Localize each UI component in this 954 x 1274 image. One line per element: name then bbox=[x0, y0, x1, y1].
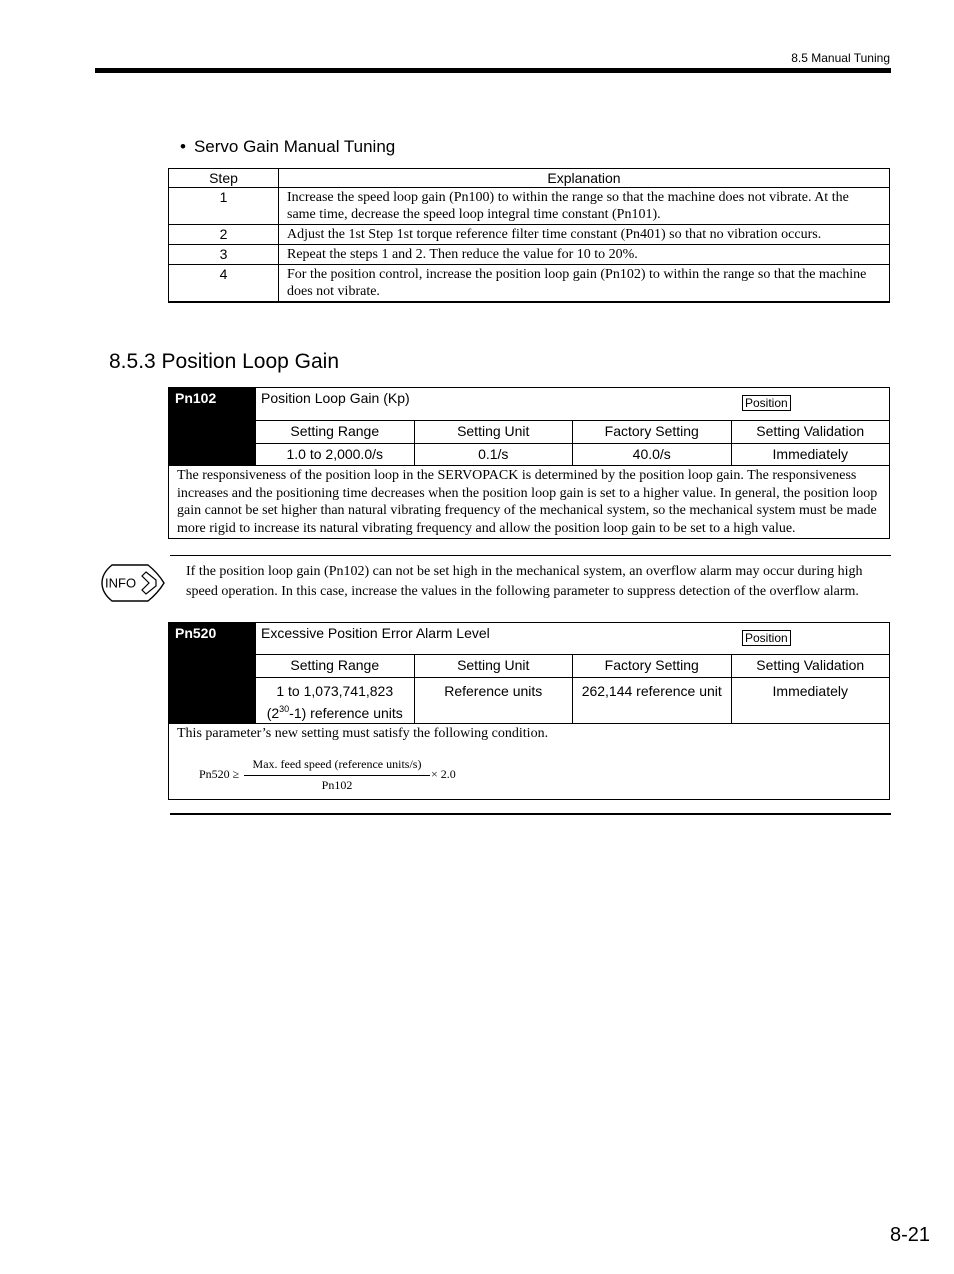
subsection-title bbox=[180, 137, 395, 157]
range-line-2 bbox=[258, 702, 412, 724]
subsection-title-text: Servo Gain Manual Tuning bbox=[193, 137, 396, 156]
control-mode-badge: Position bbox=[742, 395, 791, 411]
header-setting-validation: Setting Validation bbox=[756, 423, 865, 439]
parameter-description: The responsiveness of the position loop in the SERVOPACK is determined by the position loop gain. The responsiveness increases and the positioning time decreases when the position loop gain is set to a higher value. In general, the position loop gain cannot be set higher than natural vibrating frequency of the mechanical system, so the mechanical system must be made more rigid to increase its natural vibrating frequency and allow the position loop gain to be set to a high value. bbox=[169, 465, 889, 540]
range-prefix: (2 bbox=[266, 705, 280, 721]
value-setting-validation: Immediately bbox=[772, 446, 848, 462]
formula-fraction bbox=[244, 756, 430, 794]
parameter-description bbox=[169, 723, 889, 799]
parameter-code: Pn102 bbox=[169, 388, 256, 465]
value-setting-range: 1.0 to 2,000.0/s bbox=[256, 444, 415, 465]
formula-lhs: Pn520 ≥ bbox=[199, 767, 240, 781]
value-factory-setting: 262,144 reference unit bbox=[573, 678, 732, 723]
step-number: 4 bbox=[169, 265, 279, 303]
parameter-name: Position Loop Gain (Kp) bbox=[261, 390, 410, 406]
step-explanation: Increase the speed loop gain (Pn100) to within the range so that the machine does not vibrate. At the same time, decrease the speed loop integral time constant (Pn101). bbox=[279, 188, 890, 225]
header-setting-range: Setting Range bbox=[256, 655, 415, 677]
value-setting-unit: 0.1/s bbox=[415, 444, 574, 465]
running-header: 8.5 Manual Tuning bbox=[791, 51, 890, 65]
value-setting-unit: Reference units bbox=[415, 678, 574, 723]
condition-text: This parameter’s new setting must satisfy the following condition. bbox=[177, 726, 549, 741]
column-header-step: Step bbox=[169, 169, 279, 188]
formula-numerator: Max. feed speed (reference units/s) bbox=[244, 756, 430, 776]
value-factory-setting: 40.0/s bbox=[573, 444, 732, 465]
header-rule bbox=[95, 68, 891, 73]
table-row bbox=[169, 265, 890, 303]
header-setting-unit: Setting Unit bbox=[415, 655, 574, 677]
parameter-name: Excessive Position Error Alarm Level bbox=[261, 625, 490, 641]
value-setting-validation: Immediately bbox=[772, 683, 848, 699]
control-mode-badge: Position bbox=[742, 630, 791, 646]
step-number: 2 bbox=[169, 225, 279, 245]
bottom-rule bbox=[170, 813, 891, 815]
page-number: 8-21 bbox=[889, 1224, 930, 1246]
step-number: 3 bbox=[169, 245, 279, 265]
table-row bbox=[169, 188, 890, 225]
tuning-steps-table bbox=[168, 168, 890, 303]
header-setting-unit: Setting Unit bbox=[415, 421, 574, 443]
section-title: 8.5.3 Position Loop Gain bbox=[109, 350, 339, 373]
step-explanation: For the position control, increase the position loop gain (Pn102) to within the range so that the machine does not vibrate. bbox=[279, 265, 890, 303]
info-icon bbox=[100, 563, 166, 603]
info-icon-label: INFO bbox=[105, 575, 137, 591]
value-setting-range bbox=[256, 678, 415, 723]
formula-multiplier: × 2.0 bbox=[431, 767, 456, 781]
column-header-explanation: Explanation bbox=[279, 169, 890, 188]
header-factory-setting: Factory Setting bbox=[573, 655, 732, 677]
parameter-code: Pn520 bbox=[169, 623, 256, 723]
table-row bbox=[169, 245, 890, 265]
step-explanation: Adjust the 1st Step 1st torque reference filter time constant (Pn401) so that no vibration occurs. bbox=[279, 225, 890, 245]
range-line-1: 1 to 1,073,741,823 bbox=[276, 683, 394, 699]
step-number: 1 bbox=[169, 188, 279, 225]
range-exponent: 30 bbox=[279, 704, 290, 714]
parameter-box-pn102 bbox=[168, 387, 890, 539]
table-header-row bbox=[169, 169, 890, 188]
info-rule bbox=[170, 555, 891, 556]
bullet: • bbox=[180, 137, 186, 156]
header-setting-range: Setting Range bbox=[256, 421, 415, 443]
step-explanation: Repeat the steps 1 and 2. Then reduce the value for 10 to 20%. bbox=[279, 245, 890, 265]
header-setting-validation: Setting Validation bbox=[756, 657, 865, 673]
table-row bbox=[169, 225, 890, 245]
info-note-text: If the position loop gain (Pn102) can not be set high in the mechanical system, an overflow alarm may occur during high speed operation. In this case, increase the values in the following parameter to suppress detection of the overflow alarm. bbox=[186, 564, 863, 599]
parameter-box-pn520 bbox=[168, 622, 890, 800]
range-suffix: -1) reference units bbox=[289, 705, 403, 721]
header-factory-setting: Factory Setting bbox=[573, 421, 732, 443]
formula-denominator: Pn102 bbox=[321, 777, 353, 792]
